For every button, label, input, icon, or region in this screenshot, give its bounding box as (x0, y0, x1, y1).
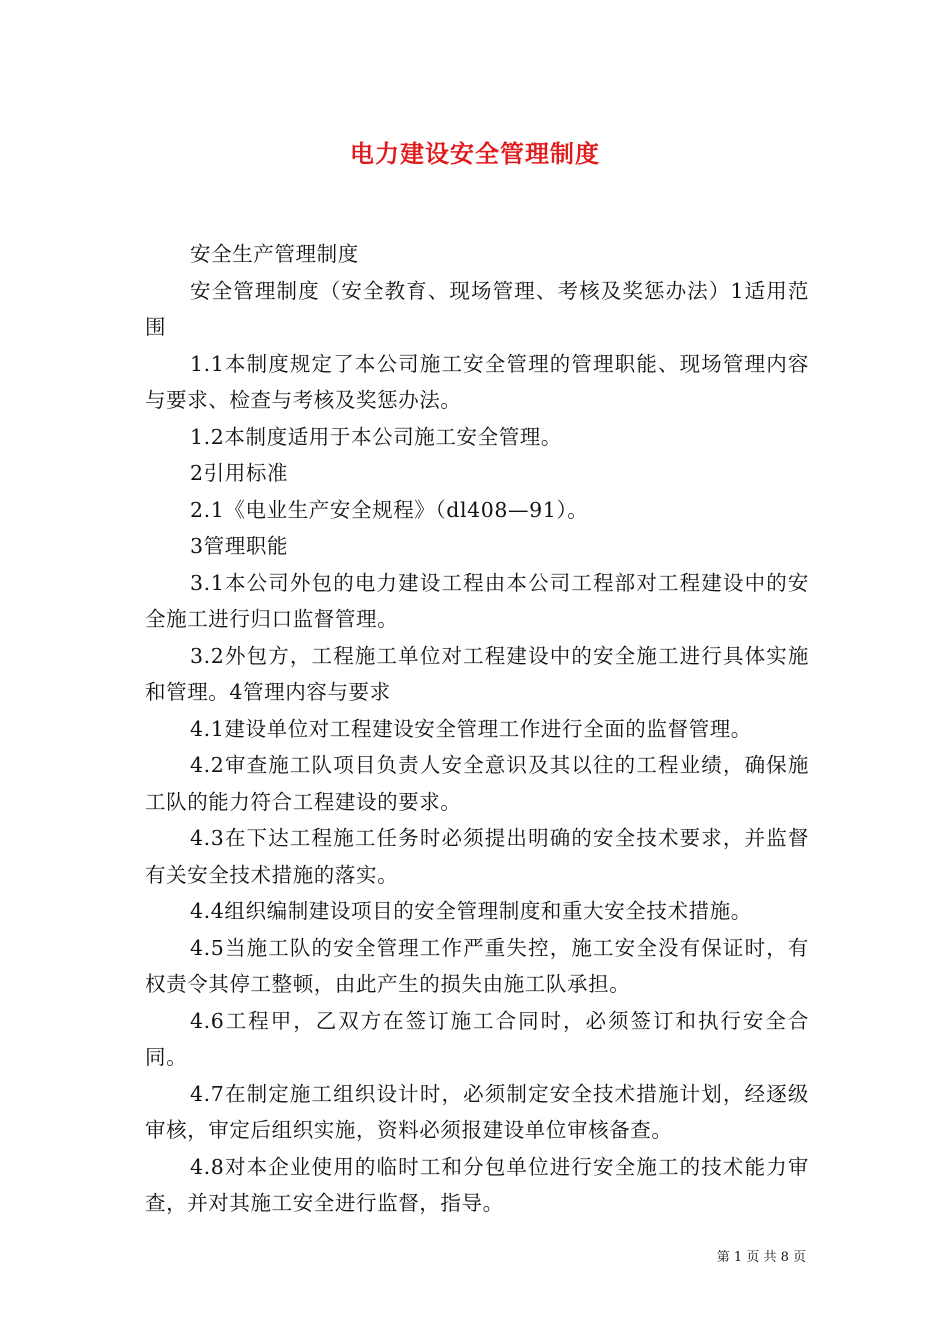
paragraph: 4.8对本企业使用的临时工和分包单位进行安全施工的技术能力审查，并对其施工安全进行监督，指导。 (145, 1154, 809, 1215)
document-body (145, 236, 809, 1222)
paragraph: 3管理职能 (190, 534, 289, 558)
paragraph: 4.5当施工队的安全管理工作严重失控，施工安全没有保证时，有权责令其停工整顿，由此产生的损失由施工队承担。 (145, 935, 809, 996)
paragraph: 2引用标准 (190, 461, 289, 485)
page-number-footer: 第 1 页 共 8 页 (716, 1250, 806, 1265)
paragraph: 1.1本制度规定了本公司施工安全管理的管理职能、现场管理内容与要求、检查与考核及奖惩办法。 (145, 351, 809, 412)
paragraph: 3.1本公司外包的电力建设工程由本公司工程部对工程建设中的安全施工进行归口监督管理。 (145, 570, 809, 631)
paragraph: 2.1《电业生产安全规程》（dl408—91）。 (190, 497, 589, 522)
paragraph: 4.3在下达工程施工任务时必须提出明确的安全技术要求，并监督有关安全技术措施的落实。 (145, 826, 809, 887)
paragraph: 1.2本制度适用于本公司施工安全管理。 (190, 424, 563, 449)
paragraph: 4.7在制定施工组织设计时，必须制定安全技术措施计划，经逐级审核，审定后组织实施，资料必须报建设单位审核备查。 (145, 1081, 809, 1142)
paragraph: 4.4组织编制建设项目的安全管理制度和重大安全技术措施。 (190, 899, 752, 923)
paragraph: 3.2外包方，工程施工单位对工程建设中的安全施工进行具体实施和管理。4管理内容与要求 (145, 643, 809, 704)
paragraph: 4.1建设单位对工程建设安全管理工作进行全面的监督管理。 (190, 716, 752, 741)
paragraph: 4.2审查施工队项目负责人安全意识及其以往的工程业绩，确保施工队的能力符合工程建设的要求。 (145, 753, 809, 814)
paragraph: 安全管理制度（安全教育、现场管理、考核及奖惩办法）1适用范围 (145, 278, 809, 339)
paragraph: 4.6工程甲，乙双方在签订施工合同时，必须签订和执行安全合同。 (145, 1008, 809, 1069)
paragraph: 安全生产管理制度 (190, 242, 359, 266)
document-title: 电力建设安全管理制度 (350, 140, 600, 168)
